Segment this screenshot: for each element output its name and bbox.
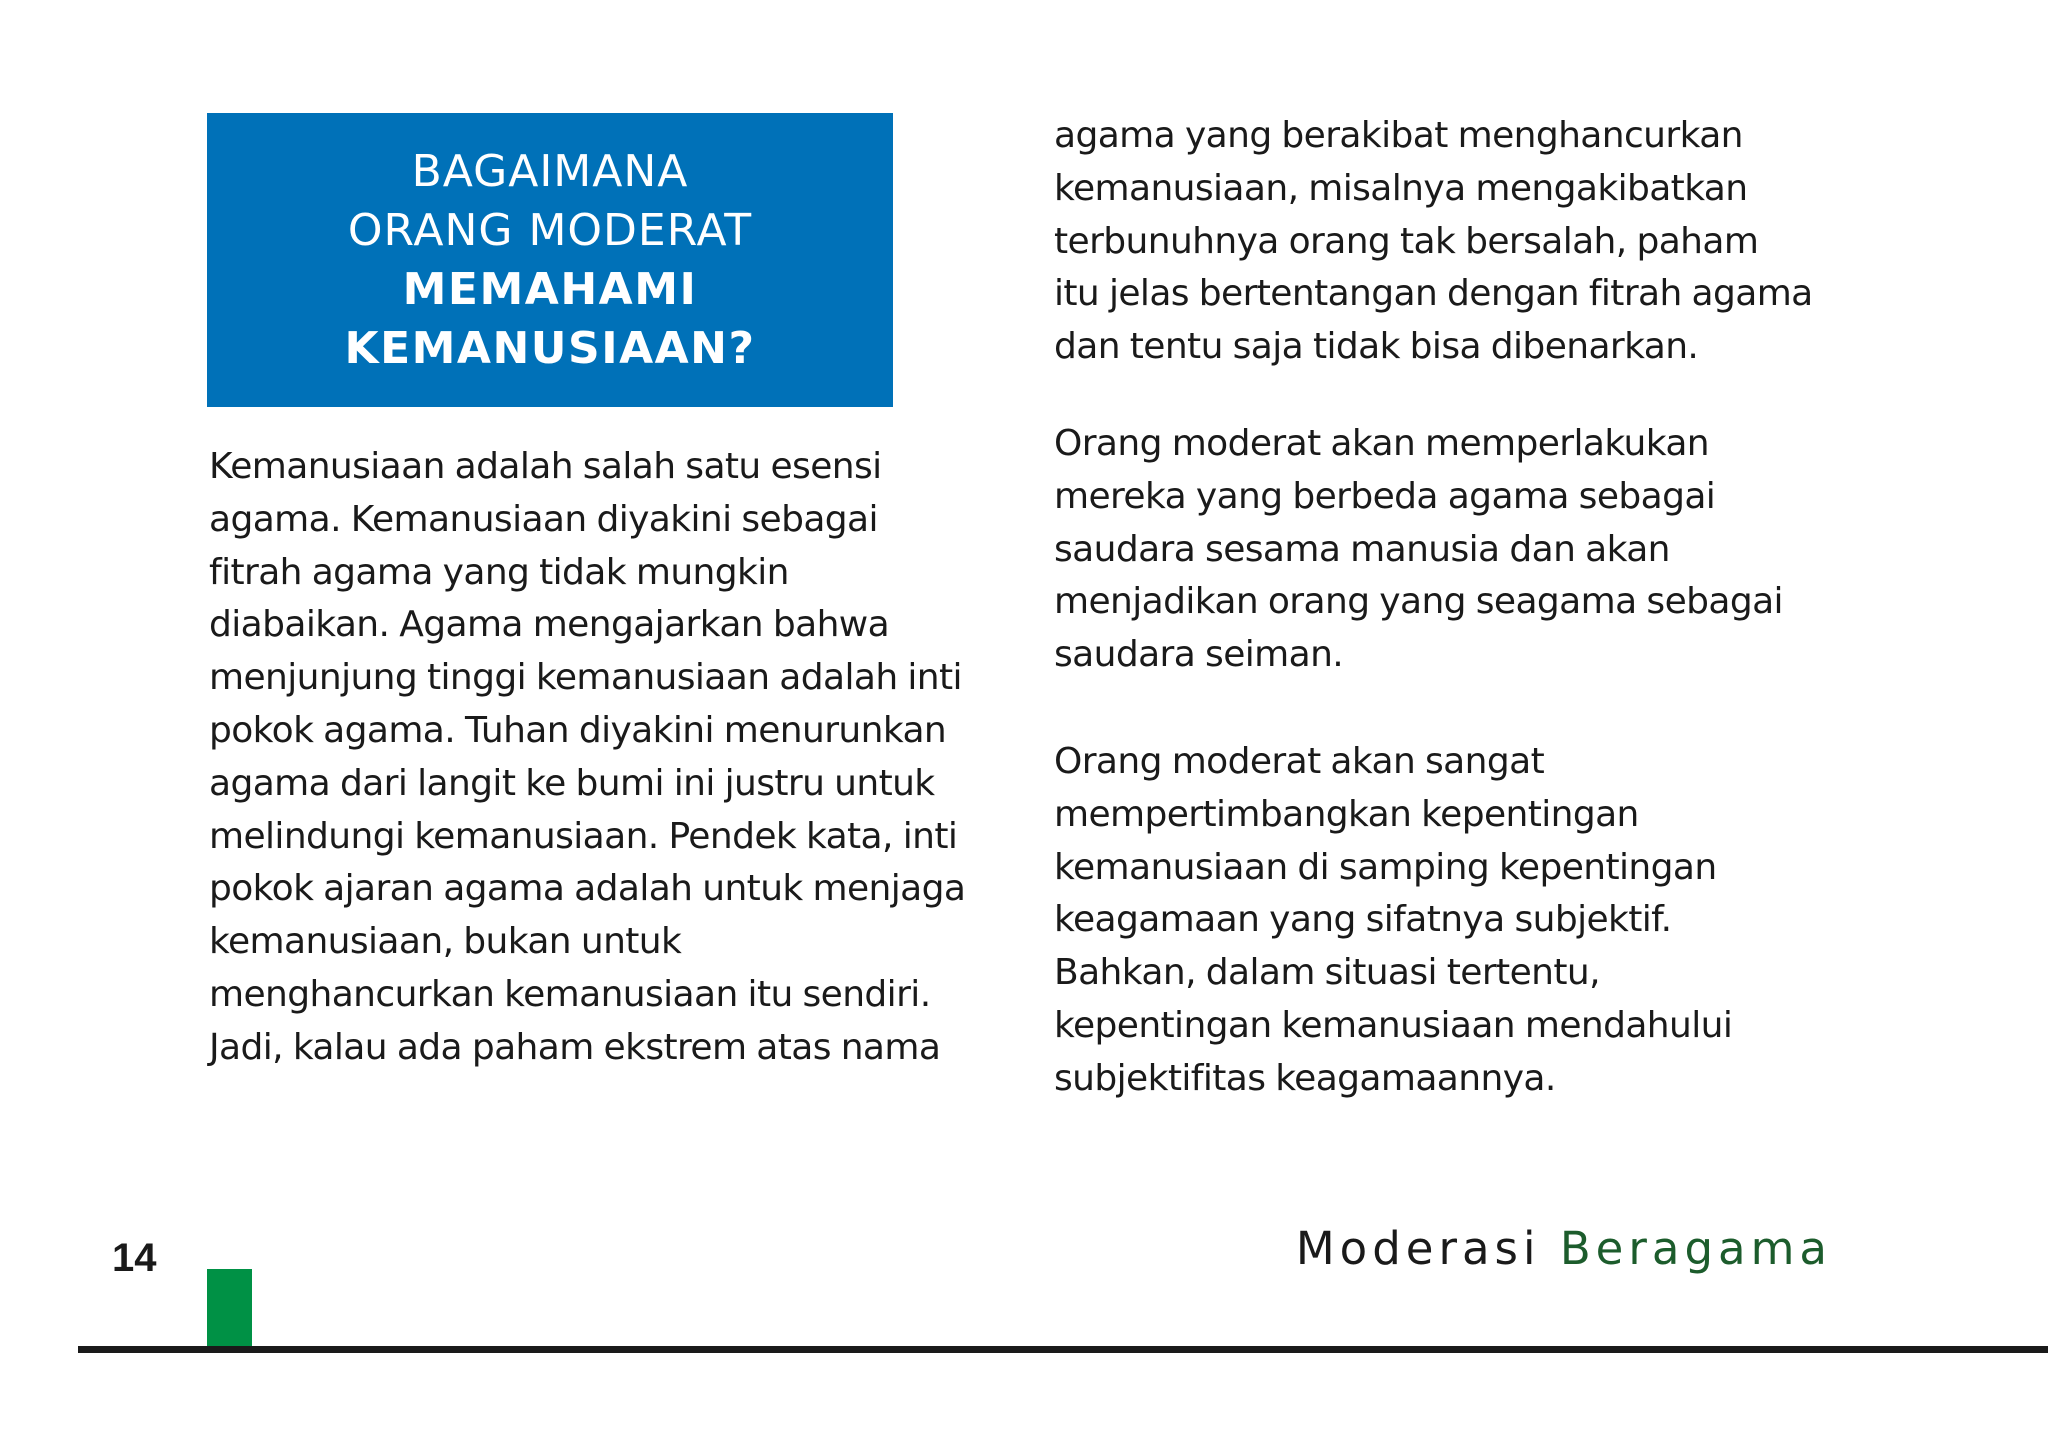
paragraph-left-1	[209, 441, 1009, 1075]
text-line: kemanusiaan di samping kepentingan	[1054, 846, 1717, 888]
text-line: Orang moderat akan memperlakukan	[1054, 422, 1710, 464]
right-column	[1054, 110, 1854, 1106]
text-line: melindungi kemanusiaan. Pendek kata, inti	[209, 815, 958, 857]
text-line: kemanusiaan, bukan untuk	[209, 921, 682, 963]
text-line: Jadi, kalau ada paham ekstrem atas nama	[209, 1026, 941, 1068]
book-title-word-1: Moderasi	[1295, 1222, 1541, 1275]
text-line: agama yang berakibat menghancurkan	[1054, 115, 1743, 156]
left-column	[209, 441, 1009, 1075]
text-line: mempertimbangkan kepentingan	[1054, 793, 1639, 835]
text-line: keagamaan yang sifatnya subjektif.	[1054, 899, 1672, 941]
text-line: saudara seiman.	[1054, 634, 1344, 676]
text-line: agama. Kemanusiaan diyakini sebagai	[209, 498, 878, 540]
section-title-line-3: MEMAHAMI	[402, 264, 698, 315]
text-line: menjadikan orang yang seagama sebagai	[1054, 581, 1783, 623]
text-line: terbunuhnya orang tak bersalah, paham	[1054, 220, 1759, 262]
text-line: Orang moderat akan sangat	[1054, 740, 1545, 782]
text-line: diabaikan. Agama mengajarkan bahwa	[209, 604, 890, 646]
text-line: agama dari langit ke bumi ini justru untuk	[209, 762, 935, 804]
text-line: menghancurkan kemanusiaan itu sendiri.	[209, 973, 931, 1015]
text-line: kemanusiaan, misalnya mengakibatkan	[1054, 167, 1748, 209]
text-line: menjunjung tinggi kemanusiaan adalah inti	[209, 657, 962, 699]
book-title-word-2: Beragama	[1559, 1222, 1832, 1275]
page-number: 14	[112, 1236, 157, 1280]
text-line: mereka yang berbeda agama sebagai	[1054, 475, 1716, 517]
section-title-line-1: BAGAIMANA	[411, 146, 689, 197]
text-line: itu jelas bertentangan dengan fitrah agama	[1054, 273, 1813, 315]
text-line: subjektifitas keagamaannya.	[1054, 1057, 1556, 1099]
paragraph-right-1	[1054, 110, 1854, 374]
text-line: pokok agama. Tuhan diyakini menurunkan	[209, 709, 947, 751]
section-title-line-2: ORANG MODERAT	[347, 205, 753, 256]
paragraph-right-3	[1054, 736, 1854, 1106]
footer-divider	[78, 1346, 2048, 1353]
text-line: dan tentu saja tidak bisa dibenarkan.	[1054, 326, 1699, 368]
text-line: Bahkan, dalam situasi tertentu,	[1054, 952, 1600, 994]
text-line: kepentingan kemanusiaan mendahului	[1054, 1004, 1733, 1046]
text-line: pokok ajaran agama adalah untuk menjaga	[209, 868, 966, 910]
text-line: saudara sesama manusia dan akan	[1054, 528, 1670, 570]
section-title-box	[207, 113, 893, 407]
text-line: Kemanusiaan adalah salah satu esensi	[209, 446, 882, 487]
text-line: fitrah agama yang tidak mungkin	[209, 551, 789, 593]
paragraph-right-2	[1054, 418, 1854, 682]
page-tab-marker	[207, 1269, 252, 1349]
section-title-line-4: KEMANUSIAAN?	[344, 323, 756, 374]
book-title	[1296, 1222, 1832, 1275]
